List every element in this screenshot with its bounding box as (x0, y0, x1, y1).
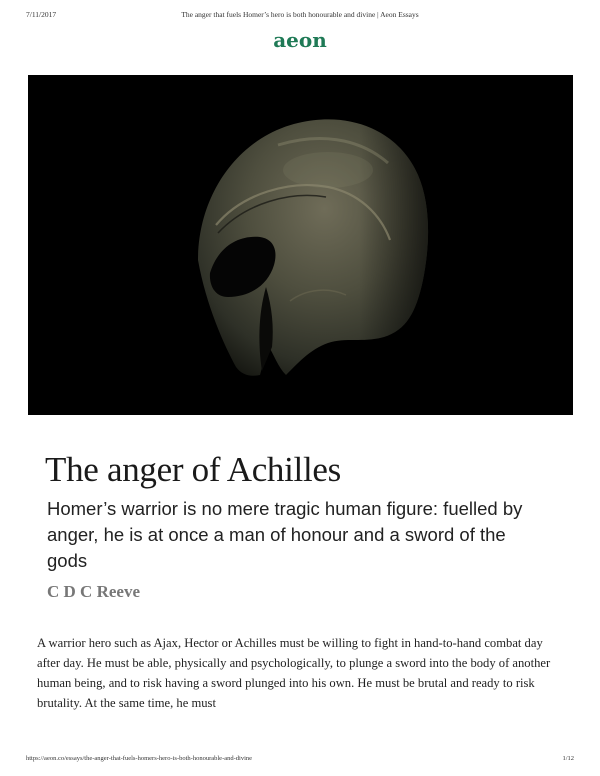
print-document-title: The anger that fuels Homer’s hero is both honourable and divine | Aeon Essays (181, 10, 419, 19)
page-number: 1/12 (562, 755, 574, 762)
article-standfirst: Homer’s warrior is no mere tragic human figure: fuelled by anger, he is at once a man of honour and a sword of the gods (47, 498, 523, 571)
print-header (0, 10, 600, 22)
hero-image (28, 75, 573, 415)
helmet-image (28, 75, 573, 415)
article-title: The anger of Achilles (45, 450, 341, 489)
print-footer (0, 755, 600, 767)
print-url: https://aeon.co/essays/the-anger-that-fuels-homers-hero-is-both-honourable-and-divine (26, 755, 253, 762)
article-author[interactable]: C D C Reeve (47, 582, 140, 601)
aeon-logo[interactable]: aeon (273, 28, 327, 52)
article-body: A warrior hero such as Ajax, Hector or Achilles must be willing to fight in hand-to-hand combat day after day. He must be able, physically and psychologically, to plunge a sword into the body of another human being, and to risk having a sword plunged into his own. He must be brutal and ready to risk brutality. At the same time, he must (37, 636, 551, 710)
print-date: 7/11/2017 (26, 10, 57, 19)
